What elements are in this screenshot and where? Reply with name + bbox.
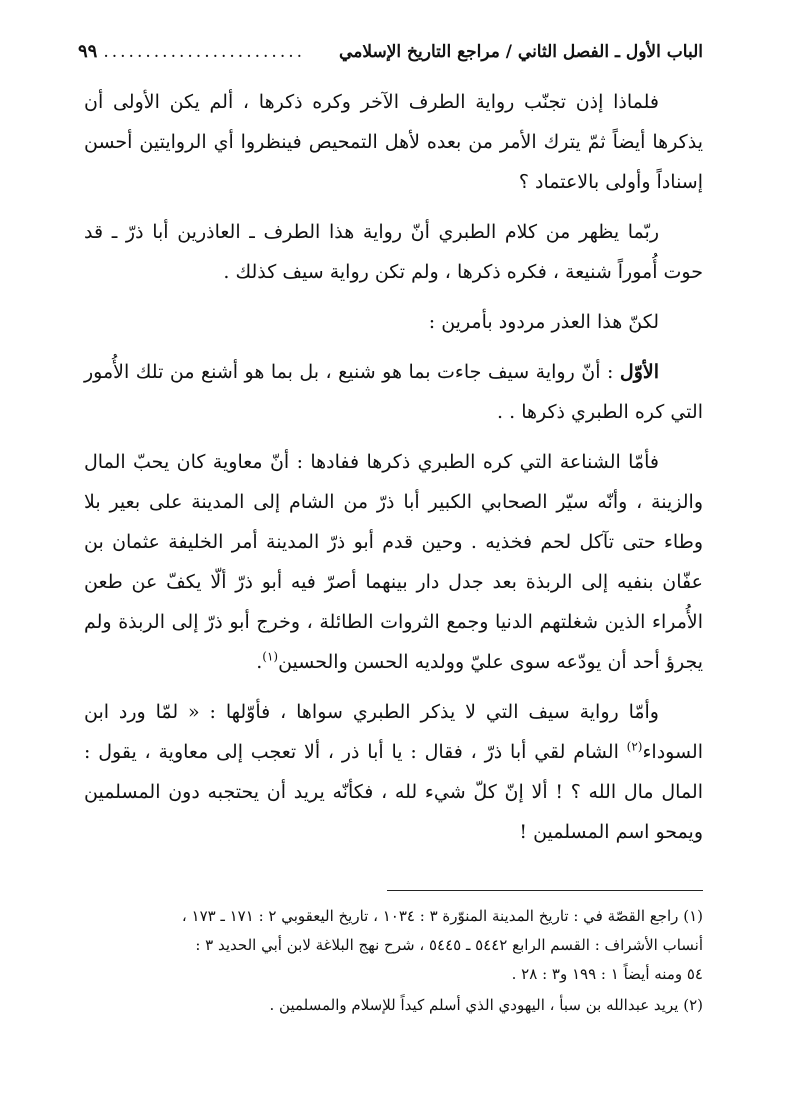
paragraph xyxy=(84,352,703,432)
footnote-line: ٥٤ ومنه أيضاً ١ : ١٩٩ و٣ : ٢٨ . xyxy=(511,965,703,983)
paragraph-lead: الأوّل xyxy=(619,361,659,383)
paragraph-tail: . xyxy=(256,651,263,673)
footnote-ref[interactable]: (٢) xyxy=(626,739,643,754)
footnote-ref[interactable]: (١) xyxy=(262,649,279,664)
page-number: ٩٩ xyxy=(78,41,98,62)
footnote-line: أنساب الأشراف : القسم الرابع ٥٤٤٢ ـ ٥٤٤٥ ، شرح نهج البلاغة لابن أبي الحديد ٣ : xyxy=(195,936,703,954)
paragraph-text: : أنّ رواية سيف جاءت بما هو شنيع ، بل بما هو أشنع من تلك الأُمور التي كره الطبري ذكرها . . xyxy=(84,361,703,423)
paragraph-tail: الشام لقي أبا ذرّ ، فقال : يا أبا ذر ، ألا تعجب إلى معاوية ، يقول : المال مال الله ؟ ! ألا إنّ كلّ شيء لله ، فكأنّه يريد أن يحتجبه دون المسلمين ويمحو اسم المسلمين ! xyxy=(84,741,703,843)
footnotes xyxy=(84,902,703,1022)
footnote-line: يريد عبدالله بن سبأ ، اليهودي الذي أسلم كيداً للإسلام والمسلمين . xyxy=(269,996,679,1014)
paragraph-text: وأمّا رواية سيف التي لا يذكر الطبري سواها ، فأوّلها : « لمّا ورد ابن السوداء xyxy=(84,701,703,763)
paragraph-text: فأمّا الشناعة التي كره الطبري ذكرها ففادها : أنّ معاوية كان يحبّ المال والزينة ، وأنّه سيّر الصحابي الكبير أبا ذرّ من الشام إلى المدينة على بعير بلا وطاء حتى تآكل لحم فخذيه . وحين قدم أبو ذرّ المدينة أمر الخليفة عثمان بن عفّان بنفيه إلى الربذة بعد جدل دار بينهما أصرّ فيه أبو ذرّ ألّا يكفّ عن طعن الأُمراء الذين شغلتهم الدنيا وجمع الثروات الطائلة ، وخرج أبو ذرّ إلى الربذة ولم يجرؤ أحد أن يودّعه سوى عليّ وولديه الحسن والحسين xyxy=(84,451,703,673)
dot-leader: ........................ xyxy=(103,42,306,62)
paragraph xyxy=(84,692,703,852)
main-text xyxy=(84,82,703,862)
running-header xyxy=(78,30,703,62)
footnote-divider xyxy=(387,890,703,891)
paragraph-text: فلماذا إذن تجنّب رواية الطرف الآخر وكره ذكرها ، ألم يكن الأولى أن يذكرها أيضاً ثمّ يترك الأمر من بعده لأهل التمحيص فينظروا أي الروايتين أحسن إسناداً وأولى بالاعتماد ؟ xyxy=(84,91,703,193)
footnote-marker: (١) xyxy=(683,907,703,925)
footnote-line: راجع القصّة في : تاريخ المدينة المنوّرة ٣ : ١٠٣٤ ، تاريخ اليعقوبي ٢ : ١٧١ ـ ١٧٣ ، xyxy=(181,907,679,925)
footnote xyxy=(84,991,703,1020)
paragraph-text: لكنّ هذا العذر مردود بأمرين : xyxy=(428,311,659,333)
paragraph xyxy=(84,442,703,682)
chapter-title: الباب الأول ـ الفصل الثاني / مراجع التاريخ الإسلامي xyxy=(339,42,703,62)
paragraph xyxy=(84,82,703,202)
paragraph xyxy=(84,212,703,292)
paragraph xyxy=(84,302,703,342)
footnote-marker: (٢) xyxy=(683,996,703,1014)
paragraph-text: ربّما يظهر من كلام الطبري أنّ رواية هذا الطرف ـ العاذرين أبا ذرّ ـ قد حوت أُموراً شنيعة ، فكره ذكرها ، ولم تكن رواية سيف كذلك . xyxy=(84,221,703,283)
footnote xyxy=(84,902,703,989)
